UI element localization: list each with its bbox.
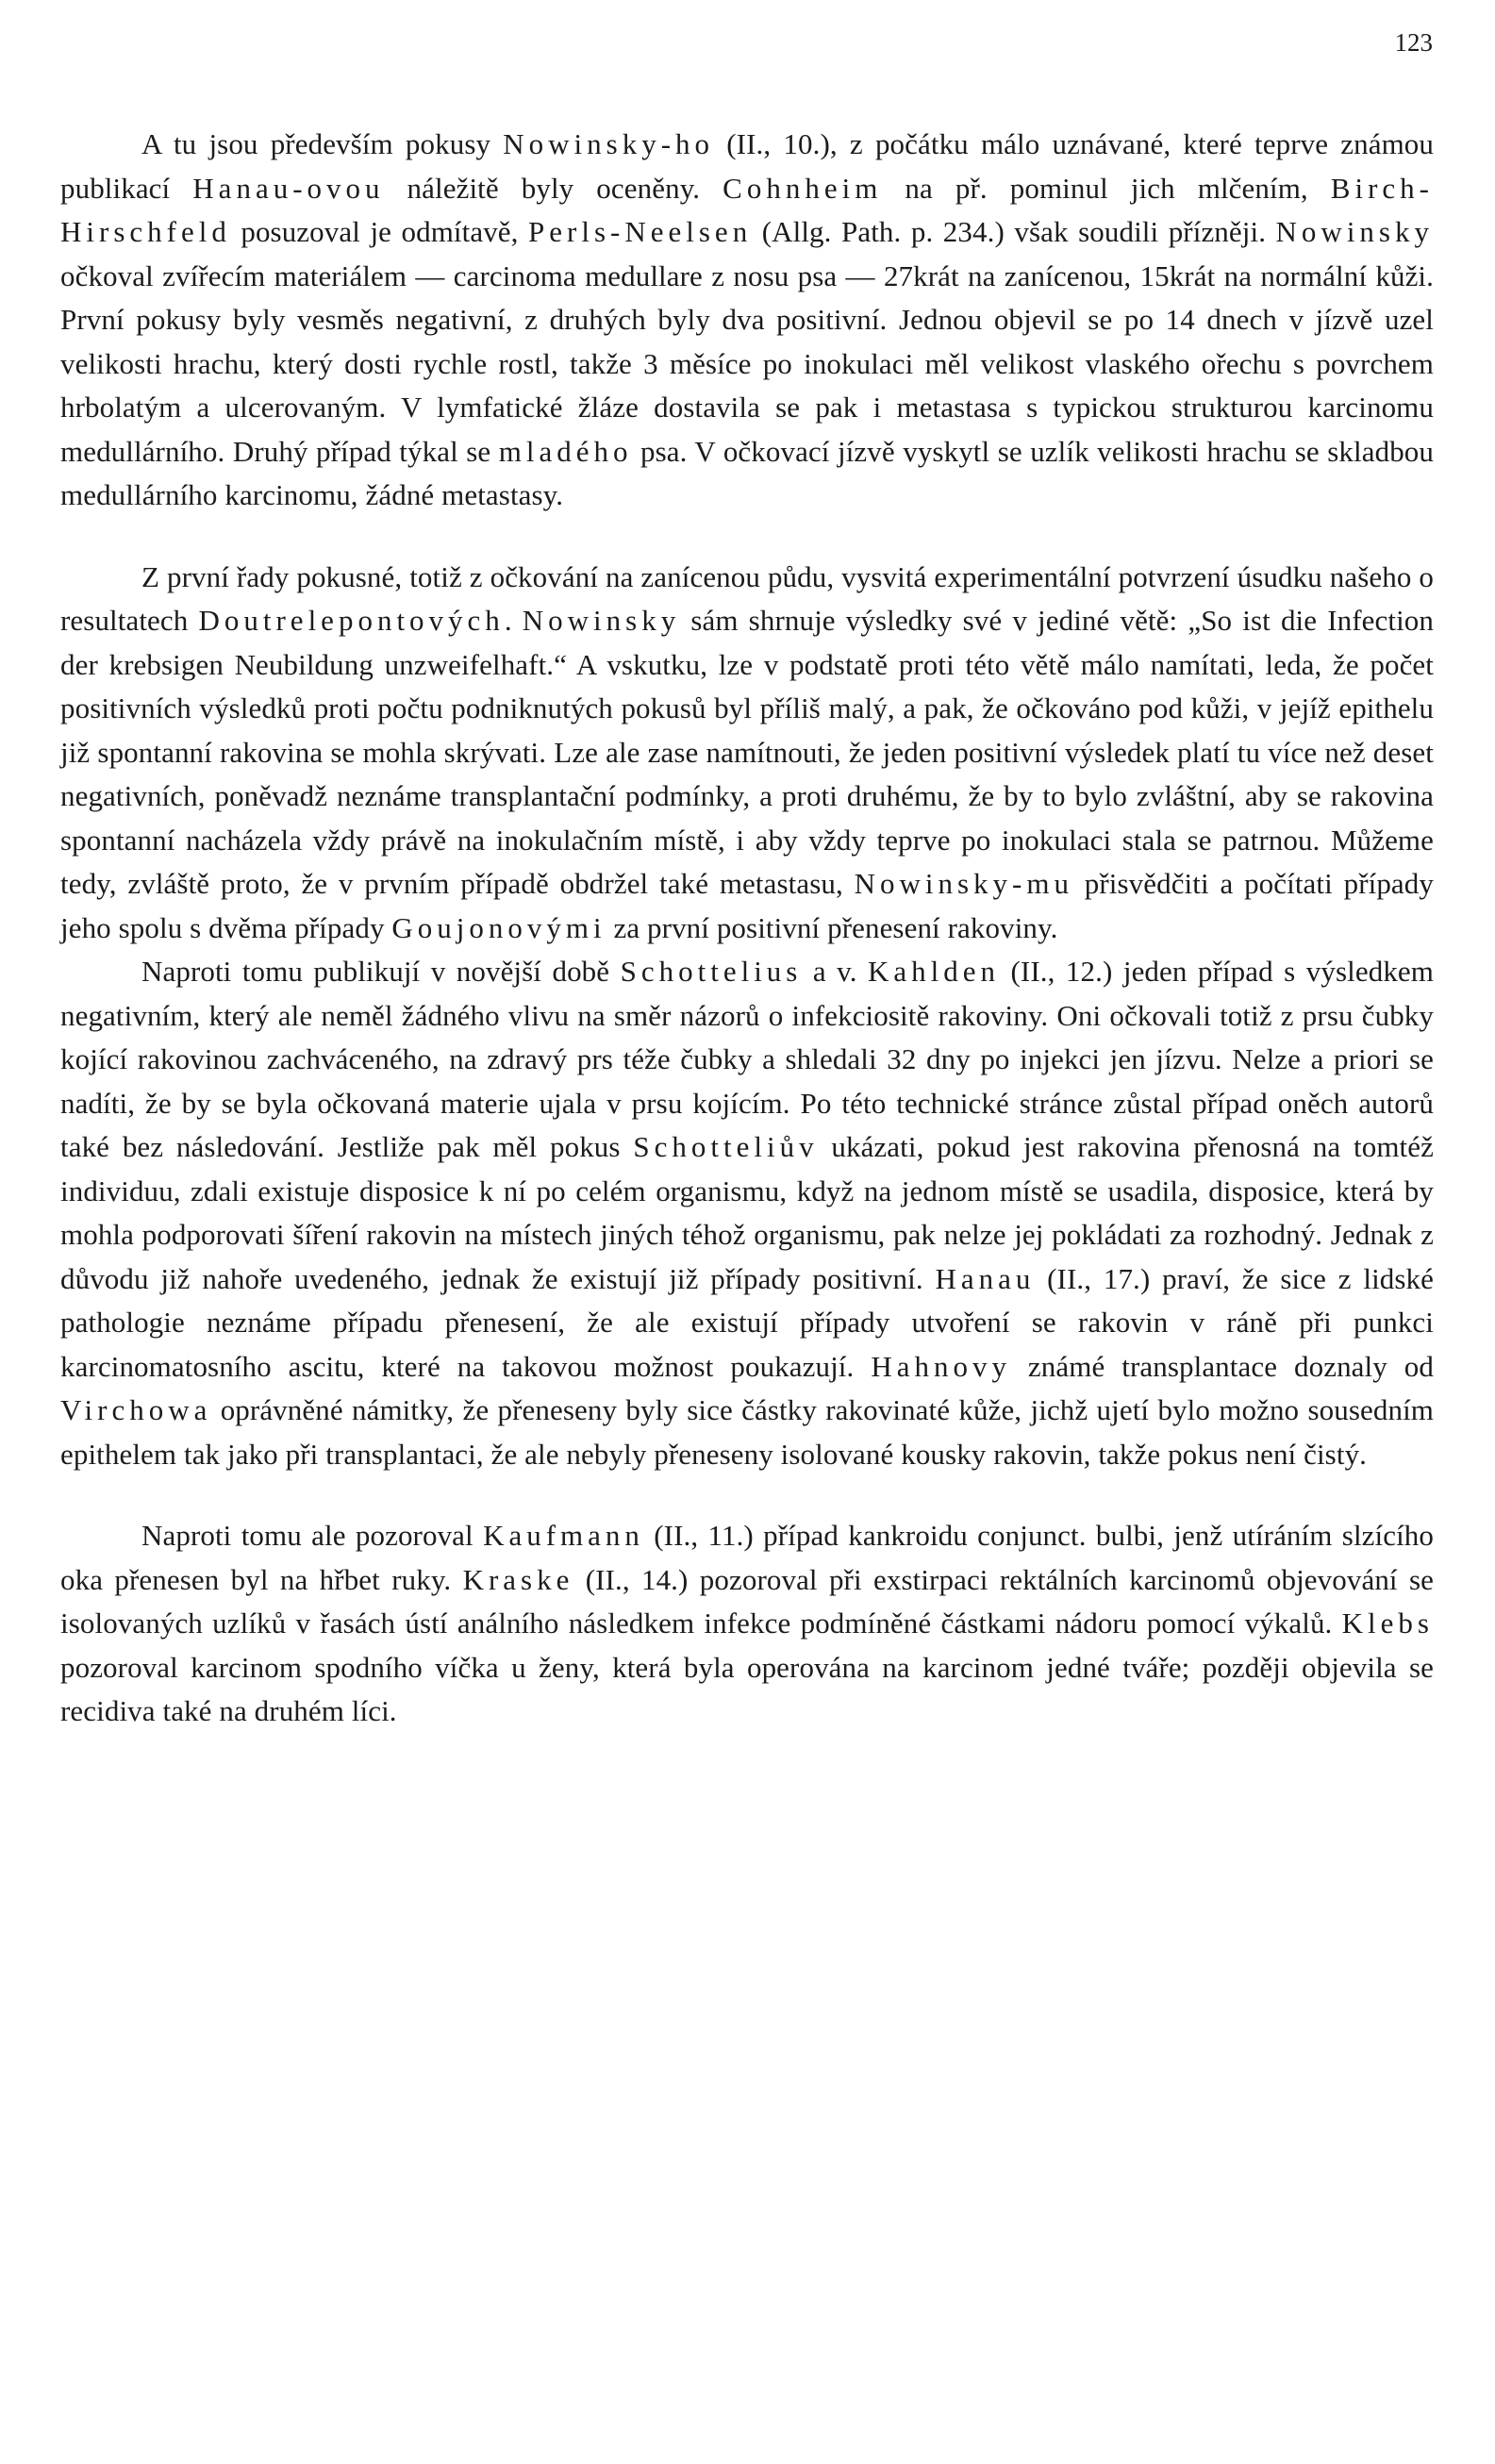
- text-run: posuzoval je odmítavě,: [230, 215, 529, 248]
- body-text: [60, 123, 1434, 1734]
- text-run: za první positivní přenesení rakoviny.: [606, 910, 1058, 944]
- text-run: (II., 12.) jeden případ s výsledkem negativním, který ale neměl žádného vlivu na směr názorů o infekciositě rakoviny. Oni očkovali totiž z prsu čubky kojící rakovinou zachváceného, na zdravý prs téže čubky a shledali 32 dny po injekci jen jízvu. Nelze a priori se nadíti, že by se byla očkovaná materie ujala v prsu kojícím. Po této technické stránce zůstal případ oněch autorů také bez následování. Jestliže pak měl pokus: [60, 955, 1435, 1163]
- text-run: přisvědčiti a počítati případy jeho spolu s dvěma případy: [60, 867, 1434, 944]
- text-run: psa. V očkovací jízvě vyskytl se uzlík velikosti hrachu se skladbou medullárního karcinomu, žádné metastasy.: [60, 434, 1435, 511]
- spaced-name: Hanau-ovou: [192, 171, 385, 205]
- text-run: na př. pominul jich mlčením,: [882, 171, 1331, 205]
- spaced-name: Schottelius: [620, 955, 803, 988]
- spaced-name: Klebs: [1341, 1607, 1434, 1640]
- spaced-name: Kahlden: [868, 955, 1001, 988]
- paragraph-1: [60, 123, 1434, 518]
- text-run: a v.: [802, 955, 869, 988]
- spaced-name: Birch-Hirschfeld: [60, 171, 1434, 248]
- text-run: (Allg. Path. p. 234.) však soudili přízněji.: [752, 215, 1276, 248]
- spaced-name: Nowinsky: [1275, 215, 1434, 248]
- text-run: pozoroval karcinom spodního víčka u ženy, která byla operována na karcinom jedné tváře; později objevila se recidiva také na druhém líci.: [60, 1650, 1434, 1727]
- spaced-name: Nowinsky: [522, 604, 681, 637]
- spaced-name: Kaufmann: [483, 1519, 644, 1552]
- text-run: známé transplantace doznaly od: [1010, 1349, 1434, 1383]
- text-run: očkoval zvířecím materiálem — carcinoma medullare z nosu psa — 27krát na zanícenou, 15krát na normální kůži. První pokusy byly vesměs negativní, z druhých byly dva positivní. Jednou objevil se po 14 dnech v jízvě uzel velikosti hrachu, který dosti rychle rostl, takže 3 měsíce po inokulaci měl velikost vlaského ořechu s povrchem hrbolatým a ulcerovaným. V lymfatické žláze dostavila se pak i metastasa s typickou strukturou karcinomu medullárního. Druhý případ týkal se: [60, 258, 1434, 468]
- spaced-name: Virchowa: [60, 1393, 212, 1426]
- text-run: náležitě byly oceněny.: [384, 171, 723, 205]
- spaced-name: Hanau: [935, 1261, 1036, 1295]
- spaced-name: Kraske: [462, 1562, 574, 1596]
- text-run: oprávněné námitky, že přeneseny byly sice částky rakovinaté kůže, jichž ujetí bylo možno sousedním epithelem tak jako při transplantaci, že ale nebyly přeneseny isolované kousky rakovin, takže pokus není čistý.: [60, 1393, 1434, 1471]
- text-run: sám shrnuje výsledky své v jediné větě: „So ist die Infection der krebsigen Neubildung unzweifelhaft.“ A vskutku, lze v podstatě proti této větě málo namítati, leda, že počet positivních výsledků proti počtu podniknutých pokusů byl příliš malý, a pak, že očkováno pod kůži, v jejíž epithelu již spontanní rakovina se mohla skrývati. Lze ale zase namítnouti, že jeden positivní výsledek platí tu více než deset negativních, poněvadž neznáme transplantační podmínky, a proti druhému, že by to bylo zvláštní, aby se rakovina spontanní nacházela vždy právě na inokulačním místě, i aby vždy teprve po inokulaci stala se patrnou. Můžeme tedy, zvláště proto, že v prvním případě obdržel také metastasu,: [60, 604, 1435, 900]
- text-run: .: [504, 604, 523, 637]
- paragraph-3: [60, 950, 1434, 1476]
- spaced-name: Schotteliův: [633, 1130, 819, 1163]
- text-run: Naproti tomu ale pozoroval: [141, 1519, 484, 1552]
- text-run: (II., 17.) praví, že sice z lidské pathologie neznáme případu přenesení, že ale existují případy utvoření se rakovin v ráně při punkci karcinomatosního ascitu, které na takovou možnost poukazují.: [60, 1261, 1435, 1383]
- text-run: Z první řady pokusné, totiž z očkování na zanícenou půdu, vysvitá experimentální potvrzení úsudku našeho o resultatech: [60, 559, 1434, 637]
- text-run: Naproti tomu publikují v novější době: [141, 955, 621, 988]
- text-run: ukázati, pokud jest rakovina přenosná na tomtéž individuu, zdali existuje disposice k ní po celém organismu, když na jednom místě se usadila, disposice, která by mohla podporovati šíření rakovin na místech jiných téhož organismu, pak nelze jej pokládati za rozhodný. Jednak z důvodu již nahoře uvedeného, jednak že existují již případy positivní.: [60, 1130, 1434, 1295]
- paragraph-2: [60, 556, 1434, 951]
- page-number: 123: [1394, 28, 1433, 57]
- spaced-name: Goujonovými: [391, 910, 606, 944]
- spaced-name: Hahnovy: [871, 1349, 1011, 1383]
- text-run: (II., 11.) případ kankroidu conjunct. bulbi, jenž utíráním slzícího oka přenesen byl na hřbet ruky.: [60, 1519, 1434, 1596]
- text-run: A tu jsou především pokusy: [141, 127, 504, 160]
- spaced-name: mladého: [498, 434, 633, 468]
- text-run: (II., 10.), z počátku málo uznávané, které teprve známou publikací: [60, 127, 1434, 205]
- text-run: (II., 14.) pozoroval při exstirpaci rektálních karcinomů objevování se isolovaných uzlíků v řasách ústí análního následkem infekce podmíněné částkami nádoru pomocí výkalů.: [60, 1562, 1434, 1640]
- spaced-name: Nowinsky-mu: [854, 867, 1073, 900]
- spaced-name: Cohnheim: [723, 171, 883, 205]
- paragraph-4: [60, 1514, 1434, 1734]
- spaced-name: Nowinsky-ho: [503, 127, 715, 160]
- spaced-name: Doutrelepontových: [198, 604, 505, 637]
- spaced-name: Perls-Neelsen: [528, 215, 753, 248]
